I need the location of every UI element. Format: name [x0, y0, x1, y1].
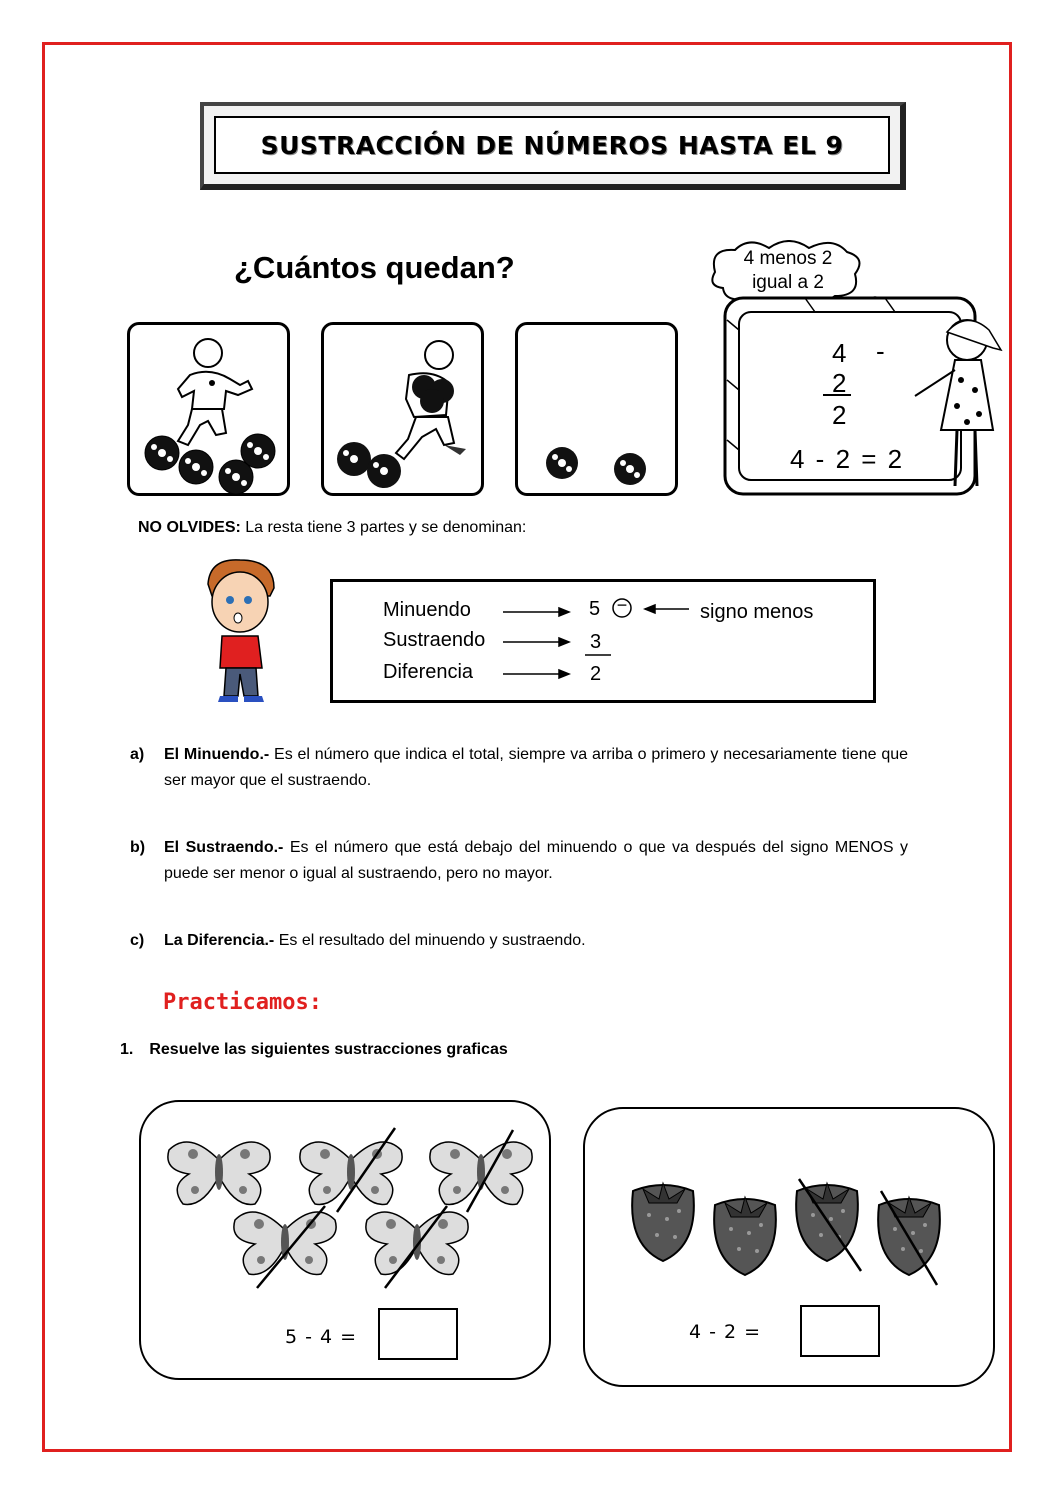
definition-text: Es el número que indica el total, siempre va arriba o primero y necesariamente tiene que ser mayor que el sustraendo. — [164, 746, 909, 789]
exercise-butterflies — [139, 1100, 551, 1380]
board-difference: 2 — [832, 400, 847, 430]
minus-sign-label: signo menos — [700, 601, 814, 623]
instruction-text: Resuelve las siguientes sustracciones graficas — [149, 1041, 508, 1058]
subtrahend-value: 3 — [590, 631, 602, 653]
panel-player-four-balls — [127, 322, 290, 496]
minuend-value: 5 — [589, 598, 601, 620]
panel-two-balls — [515, 322, 678, 496]
definition-letter: b) — [130, 839, 146, 856]
strawberry-icon — [714, 1197, 776, 1275]
strawberry-icon — [632, 1183, 694, 1261]
subtrahend-label: Sustraendo — [383, 629, 486, 651]
minuend-label: Minuendo — [383, 599, 471, 621]
definition-text: Es el número que está debajo del minuendo o que va después del signo MENOS y puede ser menor o igual al sustraendo, pero no mayor. — [164, 839, 908, 882]
definition-subtrahend — [130, 835, 908, 887]
question-heading: ¿Cuántos quedan? — [234, 250, 515, 285]
thinking-boy-illustration — [200, 556, 280, 706]
difference-value: 2 — [590, 663, 602, 685]
exercise-strawberries — [583, 1107, 995, 1387]
title-frame — [200, 102, 906, 190]
answer-box[interactable] — [378, 1308, 458, 1360]
answer-box[interactable] — [800, 1305, 880, 1357]
reminder-body: La resta tiene 3 partes y se denominan: — [240, 519, 527, 536]
exercise-equation: 4 - 2 = — [689, 1321, 762, 1343]
minus-sign-circle: − — [616, 595, 628, 615]
thought-line-1: 4 menos 2 — [743, 248, 833, 269]
difference-label: Diferencia — [383, 661, 474, 683]
board-minus-sign: - — [876, 336, 885, 366]
definition-term: El Sustraendo.- — [164, 839, 284, 856]
strawberries-illustration — [585, 1109, 997, 1389]
butterfly-icon — [430, 1142, 532, 1204]
board-subtrahend: 2 — [832, 368, 847, 398]
definition-text: Es el resultado del minuendo y sustraendo. — [274, 932, 586, 949]
subtraction-parts-box — [330, 579, 876, 703]
butterfly-icon — [300, 1142, 402, 1204]
title-inner — [214, 116, 890, 174]
thought-bubble-text — [713, 247, 863, 317]
player-kicking-illustration — [130, 325, 293, 499]
exercise-equation: 5 - 4 = — [285, 1326, 358, 1348]
remaining-balls-illustration — [518, 325, 681, 499]
definition-letter: c) — [130, 932, 145, 949]
reminder-label: NO OLVIDES: — [138, 519, 241, 536]
definition-term: El Minuendo.- — [164, 746, 270, 763]
parts-arrows — [333, 582, 873, 700]
definition-letter: a) — [130, 746, 145, 763]
board-minuend: 4 — [832, 338, 847, 368]
ball-icon — [145, 434, 275, 494]
instruction-line — [120, 1041, 508, 1059]
reminder-text — [138, 519, 526, 537]
player-carrying-illustration — [324, 325, 487, 499]
definition-difference — [130, 928, 908, 954]
definition-minuend — [130, 742, 908, 794]
butterfly-icon — [168, 1142, 270, 1204]
butterfly-icon — [234, 1212, 336, 1274]
thought-line-2: igual a 2 — [752, 272, 824, 293]
definition-term: La Diferencia.- — [164, 932, 275, 949]
butterfly-icon — [366, 1212, 468, 1274]
instruction-number: 1. — [120, 1041, 134, 1058]
practice-heading: Practicamos: — [163, 990, 322, 1015]
board-equation: 4 - 2 = 2 — [790, 444, 905, 474]
panel-player-carrying-balls — [321, 322, 484, 496]
page-title: SUSTRACCIÓN DE NÚMEROS HASTA EL 9 — [260, 130, 844, 160]
